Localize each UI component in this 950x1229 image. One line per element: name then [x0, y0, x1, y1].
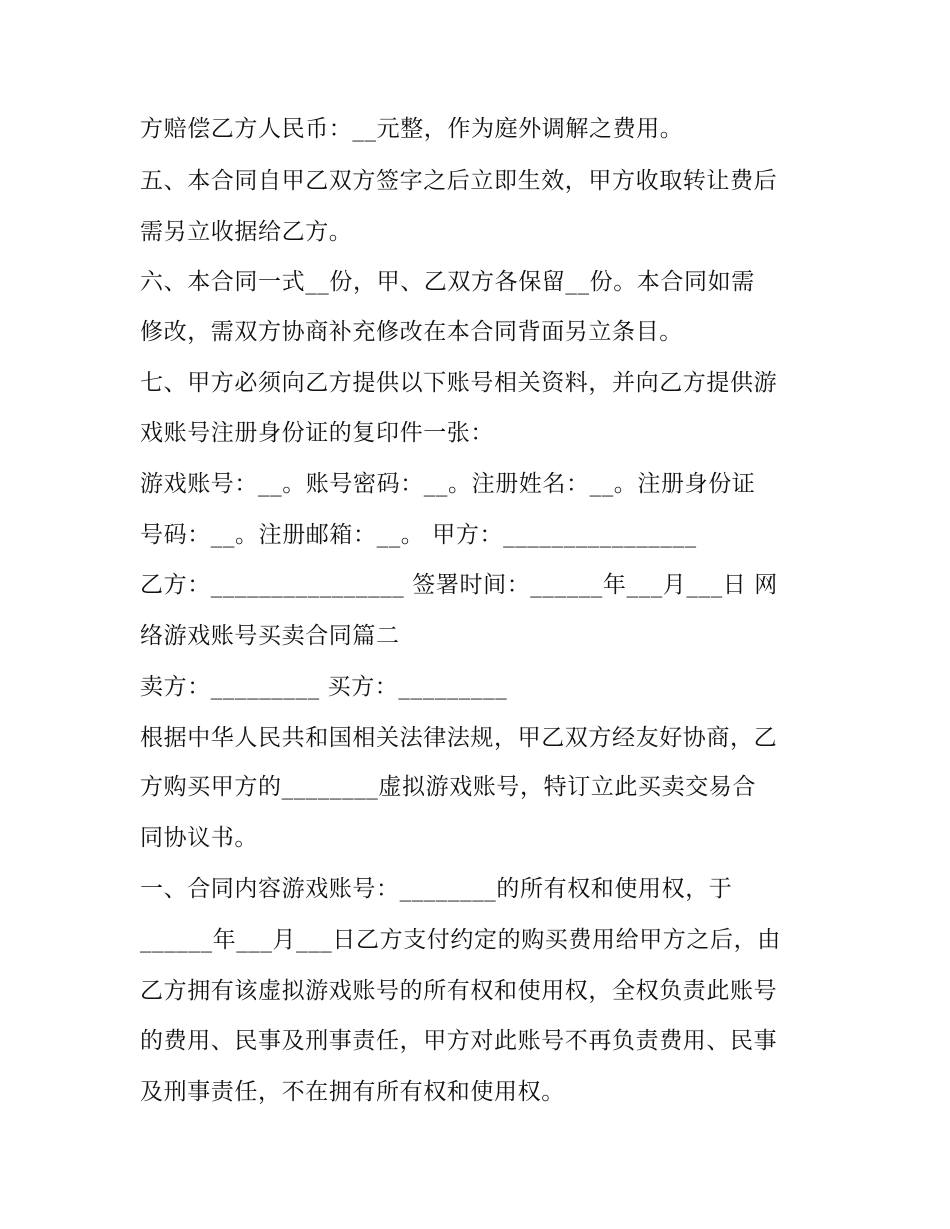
- text-line: 七、甲方必须向乙方提供以下账号相关资料，并向乙方提供游: [140, 370, 778, 396]
- text-line: 卖方：_________ 买方：_________: [140, 674, 508, 700]
- text-line: 修改，需双方协商补充修改在本合同背面另立条目。: [140, 319, 683, 345]
- text-line: 方赔偿乙方人民币：__元整，作为庭外调解之费用。: [140, 116, 684, 142]
- text-line: 络游戏账号买卖合同篇二: [140, 623, 400, 649]
- text-line: 及刑事责任，不在拥有所有权和使用权。: [140, 1079, 565, 1105]
- text-line: 同协议书。: [140, 825, 258, 851]
- text-line: 号码：__。注册邮箱：__。 甲方：________________: [140, 522, 697, 548]
- text-line: ______年___月___日乙方支付约定的购买费用给甲方之后，由: [140, 927, 781, 953]
- text-line: 需另立收据给乙方。: [140, 219, 353, 245]
- text-line: 根据中华人民共和国相关法律法规，甲乙双方经友好协商，乙: [140, 725, 778, 751]
- text-line: 六、本合同一式__份，甲、乙双方各保留__份。本合同如需: [140, 269, 755, 295]
- text-line: 乙方：________________ 签署时间：______年___月___日 网: [140, 572, 778, 598]
- text-line: 游戏账号：__。账号密码：__。注册姓名：__。注册身份证: [140, 471, 756, 497]
- text-line: 戏账号注册身份证的复印件一张：: [140, 420, 494, 446]
- text-line: 乙方拥有该虚拟游戏账号的所有权和使用权，全权负责此账号: [140, 978, 778, 1004]
- text-line: 一、合同内容游戏账号：________的所有权和使用权，于: [140, 876, 733, 902]
- text-line: 的费用、民事及刑事责任，甲方对此账号不再负责费用、民事: [140, 1028, 778, 1054]
- text-line: 五、本合同自甲乙双方签字之后立即生效，甲方收取转让费后: [140, 168, 778, 194]
- text-line: 方购买甲方的________虚拟游戏账号，特订立此买卖交易合: [140, 774, 756, 800]
